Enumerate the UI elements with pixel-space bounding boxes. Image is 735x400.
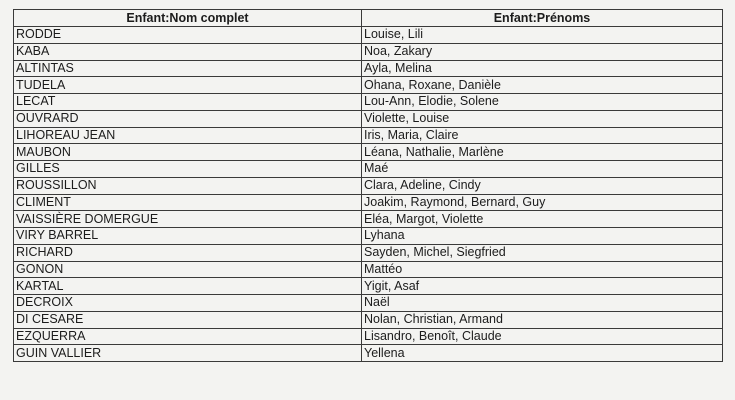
cell-full-name: EZQUERRA xyxy=(14,328,362,345)
cell-first-names: Sayden, Michel, Siegfried xyxy=(362,244,723,261)
cell-first-names: Mattéo xyxy=(362,261,723,278)
table-row xyxy=(14,110,723,127)
cell-first-names: Lisandro, Benoît, Claude xyxy=(362,328,723,345)
cell-first-names: Ohana, Roxane, Danièle xyxy=(362,77,723,94)
cell-first-names: Ayla, Melina xyxy=(362,60,723,77)
cell-full-name: KABA xyxy=(14,43,362,60)
cell-first-names: Clara, Adeline, Cindy xyxy=(362,177,723,194)
cell-full-name: LIHOREAU JEAN xyxy=(14,127,362,144)
cell-full-name: OUVRARD xyxy=(14,110,362,127)
cell-first-names: Noa, Zakary xyxy=(362,43,723,60)
table-row xyxy=(14,211,723,228)
cell-full-name: LECAT xyxy=(14,94,362,111)
table-row xyxy=(14,144,723,161)
table-row xyxy=(14,228,723,245)
table-row xyxy=(14,278,723,295)
header-full-name: Enfant:Nom complet xyxy=(14,10,362,27)
table-body xyxy=(14,27,723,362)
table-row xyxy=(14,244,723,261)
cell-full-name: GILLES xyxy=(14,161,362,178)
table-row xyxy=(14,311,723,328)
cell-full-name: RODDE xyxy=(14,27,362,44)
cell-full-name: VIRY BARREL xyxy=(14,228,362,245)
cell-full-name: KARTAL xyxy=(14,278,362,295)
table-row xyxy=(14,77,723,94)
cell-full-name: VAISSIÈRE DOMERGUE xyxy=(14,211,362,228)
cell-full-name: TUDELA xyxy=(14,77,362,94)
cell-first-names: Joakim, Raymond, Bernard, Guy xyxy=(362,194,723,211)
cell-first-names: Léana, Nathalie, Marlène xyxy=(362,144,723,161)
table-row xyxy=(14,261,723,278)
table-header-row xyxy=(14,10,723,27)
children-names-table xyxy=(13,9,723,362)
table-row xyxy=(14,345,723,362)
cell-full-name: CLIMENT xyxy=(14,194,362,211)
table-row xyxy=(14,194,723,211)
cell-first-names: Violette, Louise xyxy=(362,110,723,127)
cell-first-names: Eléa, Margot, Violette xyxy=(362,211,723,228)
header-first-names: Enfant:Prénoms xyxy=(362,10,723,27)
cell-first-names: Yellena xyxy=(362,345,723,362)
cell-first-names: Louise, Lili xyxy=(362,27,723,44)
cell-first-names: Nolan, Christian, Armand xyxy=(362,311,723,328)
cell-full-name: ALTINTAS xyxy=(14,60,362,77)
cell-full-name: GONON xyxy=(14,261,362,278)
table-row xyxy=(14,94,723,111)
table-row xyxy=(14,60,723,77)
cell-first-names: Yigit, Asaf xyxy=(362,278,723,295)
table-row xyxy=(14,295,723,312)
cell-first-names: Iris, Maria, Claire xyxy=(362,127,723,144)
table-row xyxy=(14,43,723,60)
cell-full-name: ROUSSILLON xyxy=(14,177,362,194)
cell-first-names: Lyhana xyxy=(362,228,723,245)
cell-first-names: Naël xyxy=(362,295,723,312)
cell-full-name: GUIN VALLIER xyxy=(14,345,362,362)
table-row xyxy=(14,27,723,44)
table-row xyxy=(14,127,723,144)
cell-first-names: Maé xyxy=(362,161,723,178)
table-row xyxy=(14,328,723,345)
table-row xyxy=(14,161,723,178)
table-row xyxy=(14,177,723,194)
cell-full-name: DI CESARE xyxy=(14,311,362,328)
cell-full-name: DECROIX xyxy=(14,295,362,312)
cell-full-name: RICHARD xyxy=(14,244,362,261)
cell-full-name: MAUBON xyxy=(14,144,362,161)
cell-first-names: Lou-Ann, Elodie, Solene xyxy=(362,94,723,111)
